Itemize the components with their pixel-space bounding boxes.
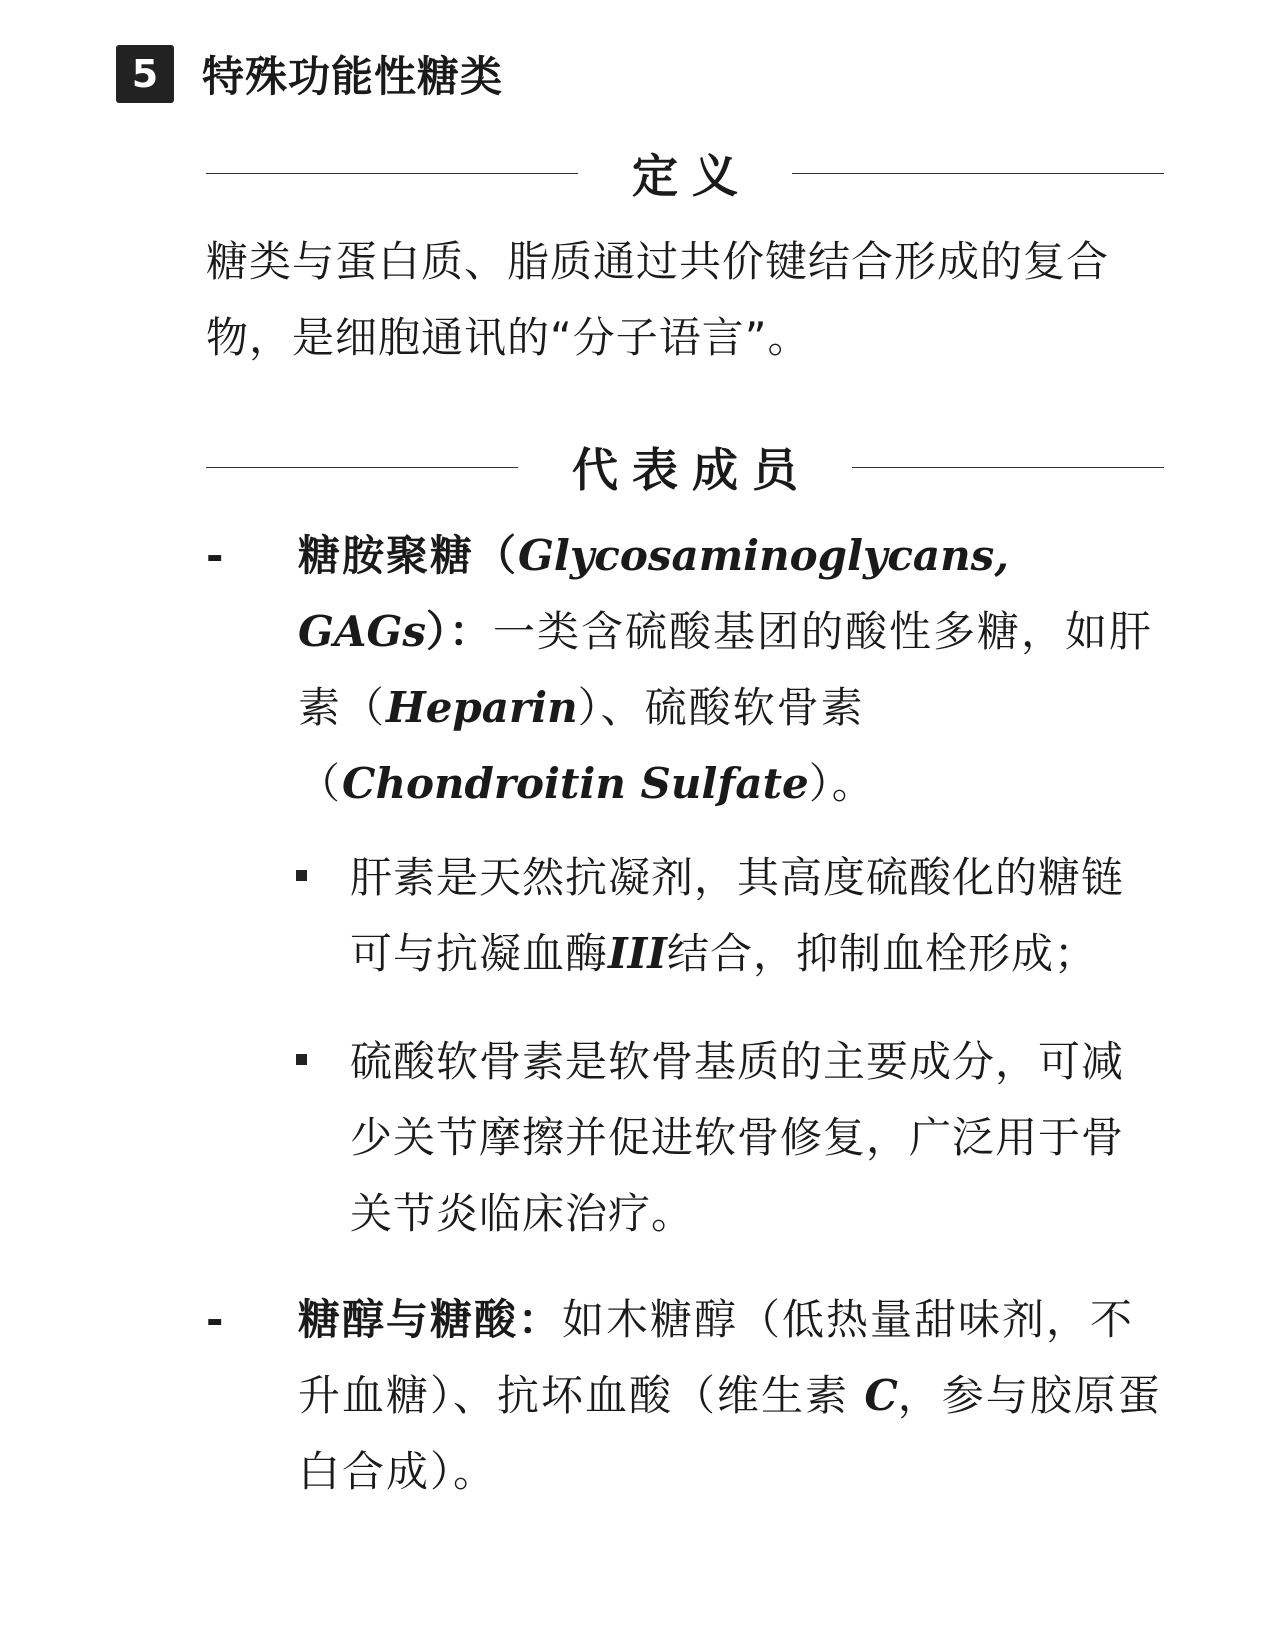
item-desc: 如木糖醇（低热量甜味剂，不升血糖）、抗坏血酸（维生素 [298, 1295, 1135, 1420]
item-name: 糖醇与糖酸： [298, 1295, 563, 1344]
divider-rule-left [206, 467, 518, 468]
square-bullet-icon [296, 1054, 307, 1065]
members-label: 代表成员 [572, 443, 812, 497]
divider-rule-right [852, 467, 1164, 468]
list-bullet: - [206, 1295, 224, 1344]
definition-text: 糖类与蛋白质、脂质通过共价键结合形成的复合物，是细胞通讯的“分子语言”。 [206, 237, 1110, 362]
divider-rule-right [792, 173, 1164, 174]
item-desc: ）、硫酸软骨素（ [298, 683, 865, 808]
sub-list-item-heparin [296, 840, 1166, 992]
item-latin-term: C [864, 1371, 898, 1420]
item-desc: 一类含硫酸基团的酸性多糖，如肝素（ [298, 607, 1153, 732]
sub-item-text-part: 结合，抑制血栓形成； [666, 929, 1097, 978]
item-desc: ）。 [808, 759, 876, 808]
definition-label: 定义 [632, 149, 752, 203]
item-desc: ，参与胶原蛋白合成）。 [298, 1371, 1162, 1496]
roman-numeral: III [608, 929, 667, 978]
sub-item-text [350, 840, 1166, 992]
section-number-badge: 5 [116, 45, 174, 103]
section-title: 特殊功能性糖类 [202, 52, 504, 101]
section-heading [116, 44, 503, 104]
item-latin-term: Chondroitin Sulfate [342, 759, 809, 808]
divider-rule-left [206, 173, 578, 174]
item-latin-name: Glycosaminoglycans, GAGs [298, 531, 1051, 656]
square-bullet-icon [296, 870, 307, 881]
sub-item-text: 硫酸软骨素是软骨基质的主要成分，可减少关节摩擦并促进软骨修复，广泛用于骨关节炎临床治疗。 [350, 1037, 1125, 1238]
list-item-sugar-alcohols [206, 1282, 1166, 1510]
list-item-body [298, 1282, 1166, 1510]
item-name: 糖胺聚糖（ [298, 531, 519, 580]
item-name-end: ）： [425, 607, 493, 656]
sub-item-text-part: 肝素是天然抗凝剂，其高度硫酸化的糖链可与抗凝血酶 [350, 853, 1125, 978]
definition-divider [206, 140, 1164, 206]
item-latin-term: Heparin [386, 683, 578, 732]
list-item-body [298, 518, 1166, 822]
list-bullet: - [206, 531, 224, 580]
list-item-gags [206, 518, 1166, 822]
sub-list-item-chondroitin [296, 1024, 1166, 1252]
members-divider [206, 434, 1164, 500]
